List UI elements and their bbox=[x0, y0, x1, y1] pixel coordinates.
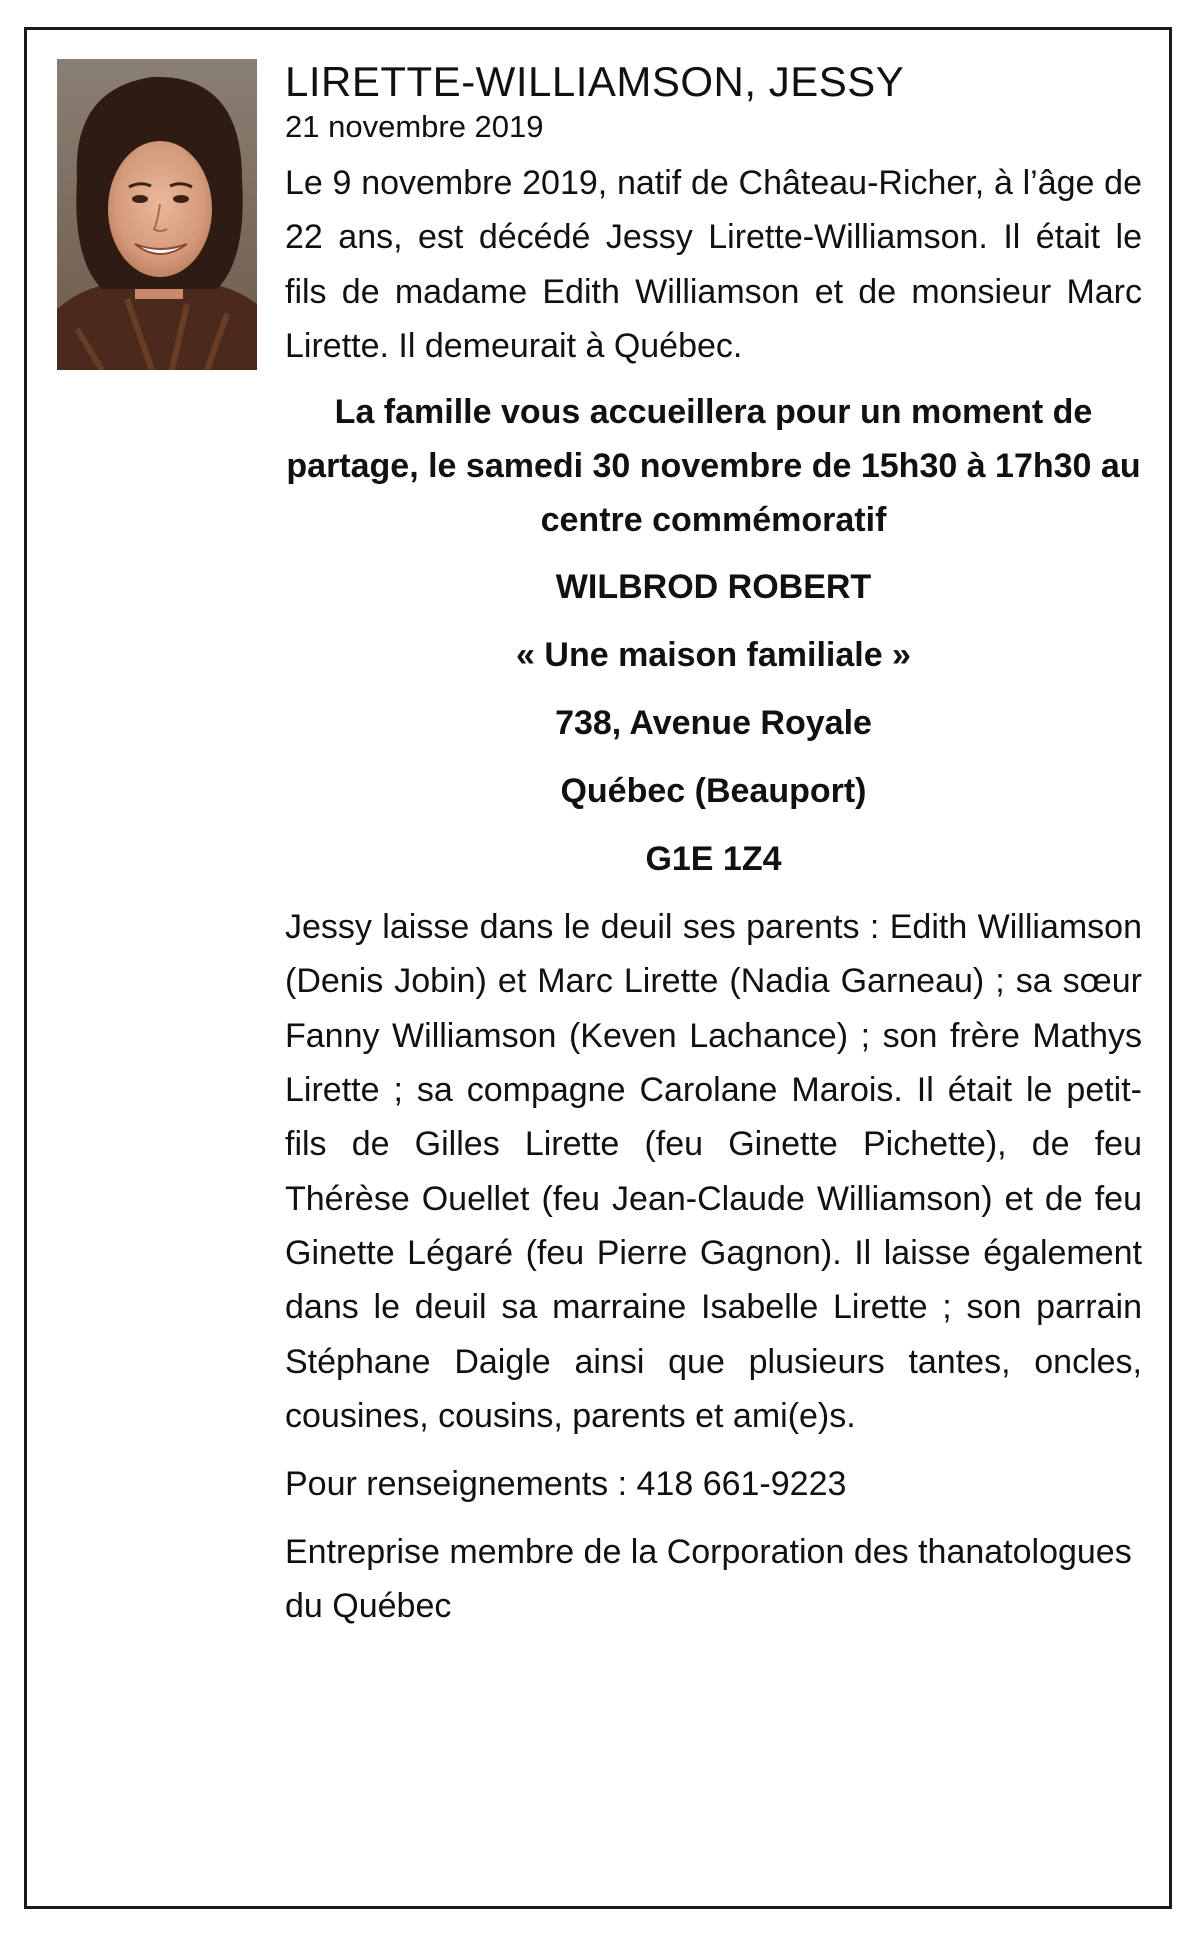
deceased-name: LIRETTE-WILLIAMSON, JESSY bbox=[285, 58, 905, 105]
funeral-center-name: WILBROD ROBERT bbox=[555, 568, 872, 607]
survivors-paragraph: Jessy laisse dans le deuil ses parents : Edith Williamson (Denis Jobin) et Marc Lirette (Nadia Garneau) ; sa sœur Fanny Williamson (Keven Lachance) ; son frère Mathys Lirette ; sa compagne Carolane Marois. Il était le petit-fils de Gilles Lirette (feu Ginette Pichette), de feu Thérèse Ouellet (feu Jean-Claude Williamson) et de feu Ginette Légaré (feu Pierre Gagnon). Il laisse également dans le deuil sa marraine Isabelle Lirette ; son parrain Stéphane Daigle ainsi que plusieurs tantes, oncles, cousines, cousins, parents et ami(e)s. bbox=[285, 908, 1142, 1435]
intro-paragraph: Le 9 novembre 2019, natif de Château-Richer, à l’âge de 22 ans, est décédé Jessy Lirette-Williamson. Il était le fils de madame Edith Williamson et de monsieur Marc Lirette. Il demeurait à Québec. bbox=[285, 164, 1142, 365]
street-address: 738, Avenue Royale bbox=[555, 704, 872, 743]
obituary-content bbox=[285, 56, 1142, 1633]
city: Québec (Beauport) bbox=[560, 772, 867, 811]
corporation-membership: Entreprise membre de la Corporation des thanatologues du Québec bbox=[285, 1533, 1132, 1626]
portrait-image bbox=[57, 59, 257, 370]
invitation-text: La famille vous accueillera pour un moment de partage, le samedi 30 novembre de 15h30 à 17h30 au centre commémoratif bbox=[286, 393, 1141, 540]
publication-date: 21 novembre 2019 bbox=[285, 109, 544, 144]
postal-code: G1E 1Z4 bbox=[645, 840, 782, 879]
funeral-center-tagline: « Une maison familiale » bbox=[516, 636, 911, 675]
portrait-photo bbox=[57, 59, 257, 370]
contact-info: Pour renseignements : 418 661-9223 bbox=[285, 1465, 847, 1504]
